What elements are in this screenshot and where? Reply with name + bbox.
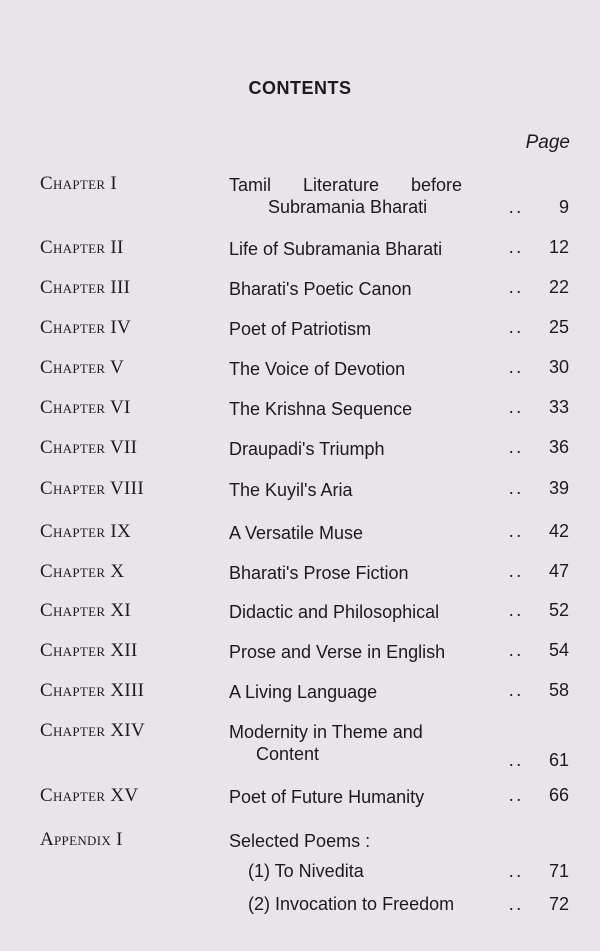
chapter-title: Draupadi's Triumph [229, 439, 385, 459]
chapter-label: Chapter XV [40, 785, 139, 806]
page-number: 71 [548, 861, 569, 881]
chapter-title-line1: Tamil Literature before [229, 175, 462, 195]
leader-dots: .. [509, 785, 524, 805]
page-title: CONTENTS [248, 78, 352, 98]
chapter-label: Chapter IV [40, 317, 132, 338]
chapter-title: Poet of Future Humanity [229, 787, 425, 807]
chapter-title: Bharati's Prose Fiction [229, 563, 409, 583]
leader-dots: .. [509, 600, 524, 620]
page-number: 9 [558, 197, 569, 217]
page-number: 52 [548, 600, 569, 620]
chapter-title: A Versatile Muse [229, 523, 364, 543]
page-number: 22 [548, 277, 569, 297]
chapter-label: Chapter XIV [40, 720, 146, 741]
leader-dots: .. [509, 478, 524, 498]
appendix-item-title: (1) To Nivedita [248, 861, 364, 881]
page-column-label: Page [525, 132, 570, 153]
leader-dots: .. [509, 397, 524, 417]
page-number: 25 [548, 317, 569, 337]
chapter-title: Bharati's Poetic Canon [229, 279, 412, 299]
appendix-item-title: (2) Invocation to Freedom [248, 894, 455, 914]
leader-dots: .. [509, 237, 524, 257]
page-number: 47 [548, 561, 569, 581]
appendix-label: Appendix I [40, 829, 123, 850]
page-number: 30 [548, 357, 569, 377]
leader-dots: .. [509, 640, 524, 660]
chapter-label: Chapter III [40, 277, 131, 298]
chapter-title: Didactic and Philosophical [229, 602, 440, 622]
chapter-label: Chapter X [40, 561, 125, 582]
chapter-title: Life of Subramania Bharati [229, 239, 443, 259]
leader-dots: .. [509, 197, 524, 217]
chapter-title: Poet of Patriotism [229, 319, 372, 339]
leader-dots: .. [509, 561, 524, 581]
chapter-label: Chapter XII [40, 640, 138, 661]
chapter-label: Chapter IX [40, 521, 132, 542]
page-number: 54 [548, 640, 569, 660]
leader-dots: .. [509, 437, 524, 457]
chapter-title: The Voice of Devotion [229, 359, 406, 379]
chapter-label: Chapter I [40, 173, 118, 194]
chapter-label: Chapter VI [40, 397, 131, 418]
chapter-title: The Krishna Sequence [229, 399, 413, 419]
chapter-title: Prose and Verse in English [229, 642, 446, 662]
leader-dots: .. [509, 680, 524, 700]
page-number: 12 [548, 237, 569, 257]
page-number: 39 [548, 478, 569, 498]
chapter-title [229, 173, 462, 197]
appendix-title: Selected Poems : [229, 831, 371, 851]
chapter-label: Chapter XI [40, 600, 132, 621]
page-number: 61 [548, 750, 569, 770]
chapter-title-line2: Subramania Bharati [268, 197, 428, 217]
leader-dots: .. [509, 750, 524, 770]
chapter-label: Chapter II [40, 237, 124, 258]
page-number: 33 [548, 397, 569, 417]
chapter-title: A Living Language [229, 682, 378, 702]
page-number: 58 [548, 680, 569, 700]
chapter-label: Chapter XIII [40, 680, 145, 701]
leader-dots: .. [509, 357, 524, 377]
leader-dots: .. [509, 861, 524, 881]
page-number: 72 [548, 894, 569, 914]
leader-dots: .. [509, 521, 524, 541]
chapter-title-line2: Content [256, 744, 320, 764]
chapter-label: Chapter VII [40, 437, 138, 458]
leader-dots: .. [509, 317, 524, 337]
leader-dots: .. [509, 894, 524, 914]
chapter-title: The Kuyil's Aria [229, 480, 353, 500]
chapter-label: Chapter VIII [40, 478, 144, 499]
leader-dots: .. [509, 277, 524, 297]
chapter-label: Chapter V [40, 357, 125, 378]
page-number: 36 [548, 437, 569, 457]
chapter-title-line1: Modernity in Theme and [229, 722, 423, 742]
page-number: 42 [548, 521, 569, 541]
page-number: 66 [548, 785, 569, 805]
